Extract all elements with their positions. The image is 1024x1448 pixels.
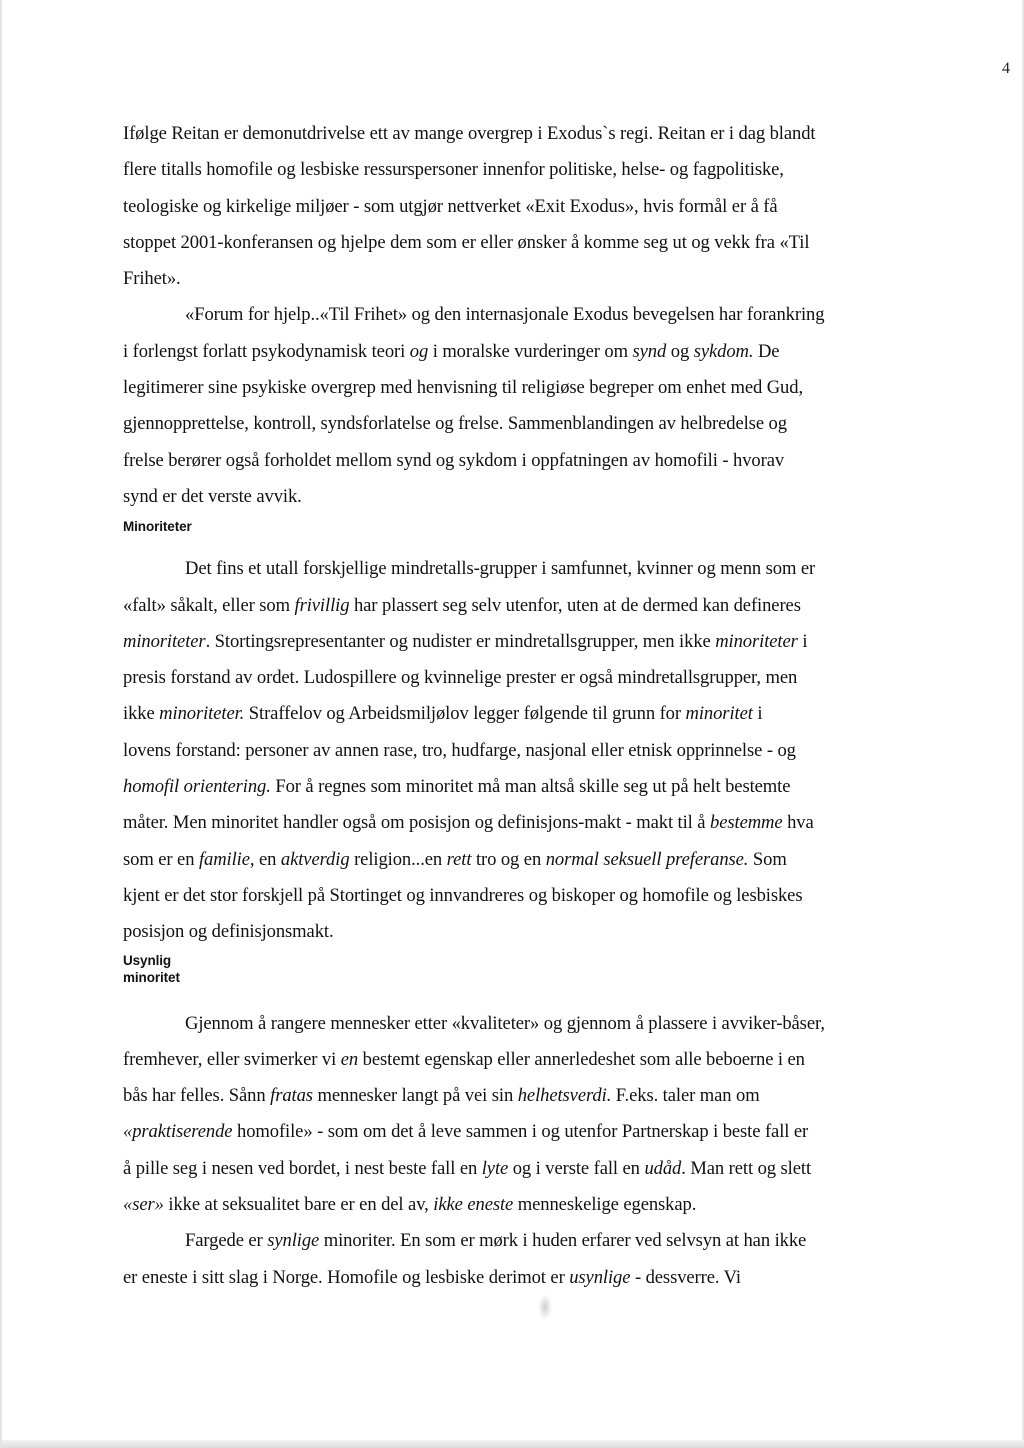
text-run: hva [782,812,814,834]
text-run: . Stortingsrepresentanter og nudister er mindretallsgrupper, men ikke [205,630,716,652]
text-run: i forlengst forlatt psykodynamisk teori [123,340,410,362]
text-line: stoppet 2001-konferansen og hjelpe dem som er eller ønsker å komme seg ut og vekk fra «Til [123,231,810,253]
text-run: religion...en [349,848,447,870]
heading-text-line1: Usynlig [123,952,172,968]
text-line [123,1078,893,1114]
text-line: teologiske og kirkelige miljøer - som utgjør nettverket «Exit Exodus», hvis formål er å få [123,195,778,217]
text-line [123,1042,893,1078]
text-run: homofile» - som om det å leve sammen i og utenfor Partnerskap i beste fall er [232,1121,809,1143]
text-run: måter. Men minoritet handler også om posisjon og definisjons-makt - makt til å [123,812,711,834]
text-run: ikke at seksualitet bare er en del av, [163,1194,434,1216]
emphasis: frivillig [294,594,350,616]
text-line [123,1151,893,1187]
text-run: menneskelige egenskap. [513,1194,697,1216]
text-run: «falt» såkalt, eller som [123,594,295,616]
emphasis: fratas [270,1085,313,1107]
text-run: - dessverre. Vi [630,1266,741,1288]
text-run: en [254,848,281,870]
emphasis: homofil orientering. [123,776,271,798]
page-edge [2,1440,1024,1448]
emphasis: og [409,340,429,362]
emphasis: minoriteter [715,630,798,652]
text-line: presis forstand av ordet. Ludospillere og kvinnelige prester er også mindretallsgrupper, men [123,667,798,689]
text-line [123,805,893,841]
text-line [123,842,893,878]
emphasis: minoriteter [123,630,206,652]
text-run: ikke [123,703,160,725]
text-run: bestemt egenskap eller annerledeshet som alle beboerne i en [358,1048,805,1070]
text-run: Som [748,848,787,870]
emphasis: familie, [198,848,255,870]
emphasis: minoriteter. [159,703,245,725]
text-line [123,1223,893,1259]
text-run: i moralske vurderinger om [428,340,633,362]
text-line: flere titalls homofile og lesbiske ressurspersoner innenfor politiske, helse- og fagpolitiske, [123,159,784,181]
text-run: bås har felles. Sånn [123,1085,271,1107]
text-line [123,624,893,660]
section-heading-minoriteter [123,515,893,551]
text-line: Det fins et utall forskjellige mindretalls-grupper i samfunnet, kvinner og menn som er [185,558,816,580]
text-line: frelse berører også forholdet mellom synd og sykdom i oppfatningen av homofili - hvorav [123,449,785,471]
text-line: «Forum for hjelp..«Til Frihet» og den internasjonale Exodus bevegelsen har forankring [185,304,825,326]
text-line: kjent er det stor forskjell på Stortinget og innvandreres og biskoper og homofile og lesbiskes [123,884,803,906]
text-line: gjennopprettelse, kontroll, syndsforlatelse og frelse. Sammenblandingen av helbredelse og [123,413,787,435]
text-run: har plassert seg selv utenfor, uten at de dermed kan defineres [349,594,801,616]
text-run: F.eks. taler man om [611,1085,760,1107]
text-line [123,769,893,805]
text-run: i [752,703,763,725]
emphasis: ikke eneste [433,1194,514,1216]
text-line [123,696,893,732]
text-run: å pille seg i nesen ved bordet, i nest beste fall en [123,1157,482,1179]
emphasis: helhetsverdi. [517,1085,612,1107]
text-line [123,334,893,370]
text-run: De [753,340,780,362]
emphasis: minoritet [685,703,753,725]
emphasis: en [340,1048,359,1070]
text-run: fremhever, eller svimerker vi [123,1048,341,1070]
text-line: Frihet». [123,268,181,290]
text-run: For å regnes som minoritet må man altså skille seg ut på helt bestemte [270,776,791,798]
emphasis: sykdom. [693,340,754,362]
text-run: minoriter. En som er mørk i huden erfarer ved selvsyn at han ikke [319,1230,807,1252]
text-run: Straffelov og Arbeidsmiljølov legger følgende til grunn for [244,703,686,725]
emphasis: synlige [267,1230,320,1252]
text-line: posisjon og definisjonsmakt. [123,921,334,943]
text-line [123,588,893,624]
emphasis: synd [632,340,667,362]
emphasis: «praktiserende [123,1121,233,1143]
emphasis: bestemme [710,812,783,834]
text-run: og i verste fall en [508,1157,645,1179]
scan-smudge [538,1294,552,1320]
text-line: legitimerer sine psykiske overgrep med henvisning til religiøse begreper om enhet med Gud, [123,377,803,399]
heading-text-line2: minoritet [123,969,180,985]
section-heading-usynlig-minoritet [123,951,893,1006]
text-run: mennesker langt på vei sin [312,1085,518,1107]
text-line [123,1114,893,1150]
text-line: Gjennom å rangere mennesker etter «kvaliteter» og gjennom å plassere i avviker-båser, [185,1012,825,1034]
text-line [123,1260,893,1296]
heading-text: Minoriteter [123,519,192,535]
text-line: lovens forstand: personer av annen rase, tro, hudfarge, nasjonal eller etnisk opprinnelse - og [123,739,796,761]
emphasis: usynlige [569,1266,631,1288]
page-number: 4 [1002,60,1010,77]
text-line: synd er det verste avvik. [123,485,302,507]
text-run: og [666,340,694,362]
emphasis: «ser» [123,1194,164,1216]
text-run: som er en [123,848,199,870]
emphasis: rett [446,848,472,870]
text-run: er eneste i sitt slag i Norge. Homofile og lesbiske derimot er [123,1266,570,1288]
emphasis: lyte [481,1157,509,1179]
text-line: Ifølge Reitan er demonutdrivelse ett av mange overgrep i Exodus`s regi. Reitan er i dag blandt [123,123,816,144]
emphasis: aktverdig [280,848,350,870]
emphasis: normal seksuell preferanse. [545,848,749,870]
text-run: Fargede er [185,1230,268,1252]
emphasis: udåd [644,1157,682,1179]
text-run: tro og en [471,848,546,870]
document-body [123,116,893,1296]
text-run: . Man rett og slett [681,1157,812,1179]
text-run: i [797,630,808,652]
text-line [123,1187,893,1223]
